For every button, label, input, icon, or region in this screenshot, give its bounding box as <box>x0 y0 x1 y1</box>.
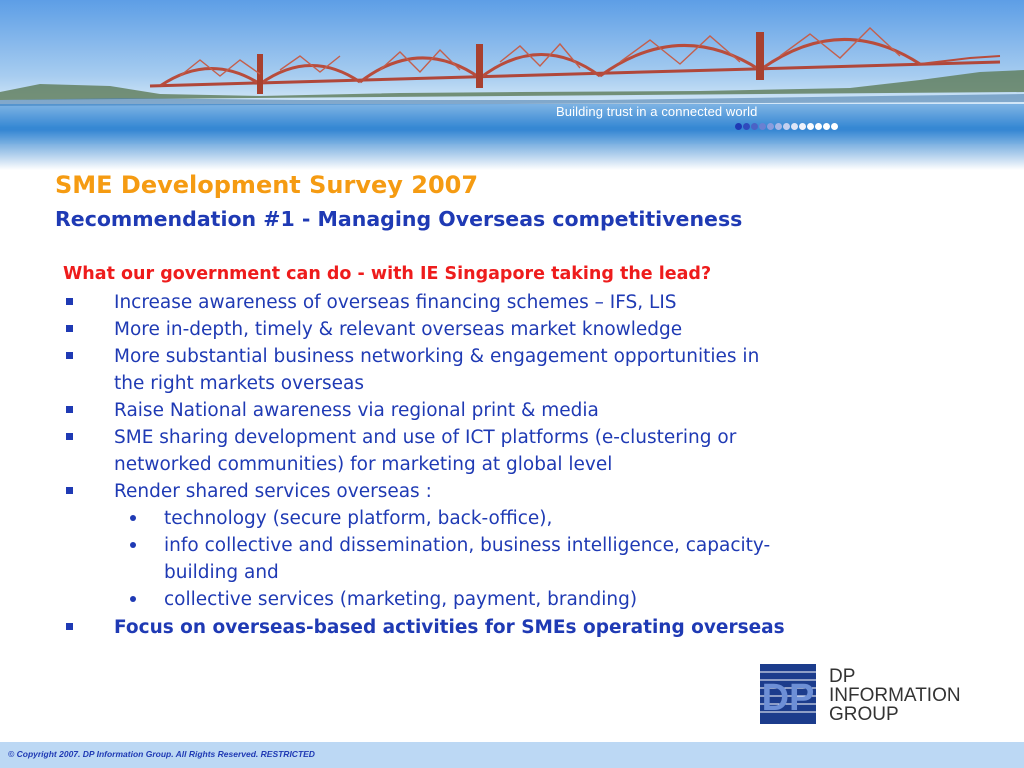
sub-bullet-item: collective services (marketing, payment, branding) <box>164 589 638 610</box>
sub-bullet-item: info collective and dissemination, business intelligence, capacity- <box>164 535 771 556</box>
logo-text-line: INFORMATION <box>829 685 961 706</box>
logo-text-line: GROUP <box>829 704 899 725</box>
bullet-item: SME sharing development and use of ICT platforms (e-clustering or <box>114 427 737 448</box>
bridge-banner-image <box>0 0 1024 170</box>
bullet-item: Raise National awareness via regional print & media <box>114 400 599 421</box>
tagline: Building trust in a connected world <box>556 104 758 119</box>
slide-title: SME Development Survey 2007 <box>55 171 479 199</box>
sub-bullet-item: technology (secure platform, back-office), <box>164 508 553 529</box>
dp-logo <box>760 664 816 728</box>
copyright-text: © Copyright 2007. DP Information Group. All Rights Reserved. RESTRICTED <box>8 749 315 759</box>
square-bullet-icon <box>66 433 73 440</box>
square-bullet-icon <box>66 325 73 332</box>
question-heading: What our government can do - with IE Singapore taking the lead? <box>63 264 712 284</box>
svg-text:DP: DP <box>761 677 815 719</box>
logo-text-line: DP <box>829 666 856 687</box>
dp-logo-mark <box>760 664 816 724</box>
square-bullet-icon <box>66 623 73 630</box>
square-bullet-icon <box>66 298 73 305</box>
footer-bar <box>0 742 1024 768</box>
bullet-item-continuation: networked communities) for marketing at global level <box>114 454 613 475</box>
round-bullet-icon <box>130 542 136 548</box>
bullet-item-continuation: the right markets overseas <box>114 373 365 394</box>
round-bullet-icon <box>130 596 136 602</box>
header-banner <box>0 0 1024 170</box>
final-bullet-item: Focus on overseas-based activities for SMEs operating overseas <box>114 617 785 638</box>
square-bullet-icon <box>66 487 73 494</box>
round-bullet-icon <box>130 515 136 521</box>
bullet-item: More substantial business networking & engagement opportunities in <box>114 346 760 367</box>
square-bullet-icon <box>66 352 73 359</box>
sub-bullet-item-continuation: building and <box>164 562 279 583</box>
square-bullet-icon <box>66 406 73 413</box>
bullet-item: Render shared services overseas : <box>114 481 432 502</box>
bullet-item: Increase awareness of overseas financing schemes – IFS, LIS <box>114 292 677 313</box>
bullet-item: More in-depth, timely & relevant overseas market knowledge <box>114 319 683 340</box>
slide-subtitle: Recommendation #1 - Managing Overseas competitiveness <box>55 207 743 231</box>
